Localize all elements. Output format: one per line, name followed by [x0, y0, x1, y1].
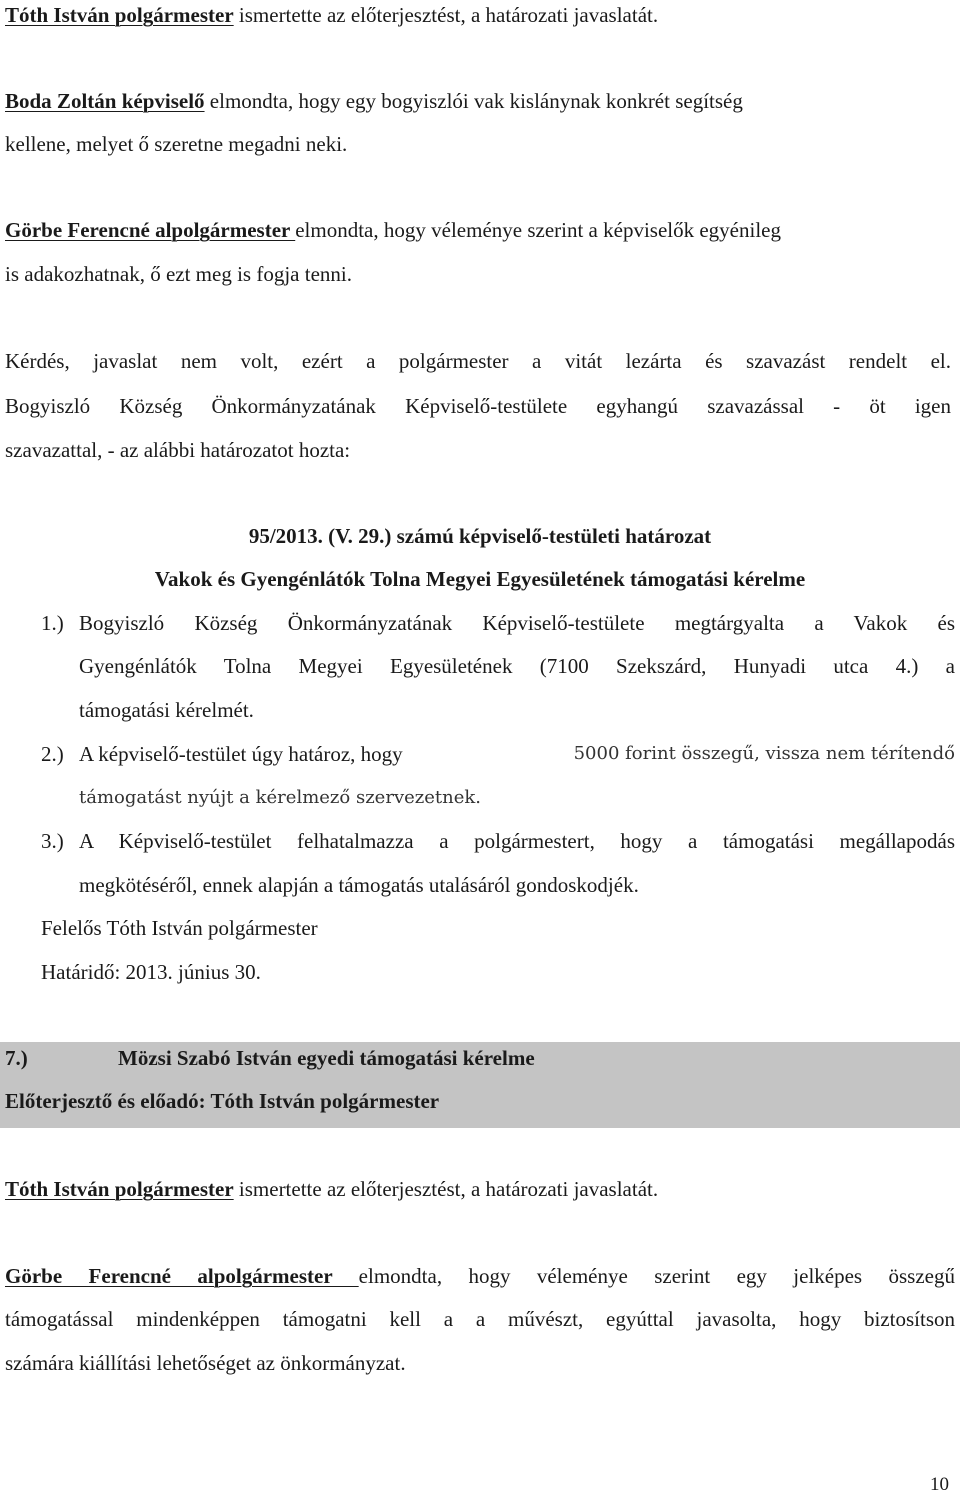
item-3-line-2: megkötéséről, ennek alapján a támogatás utalásáról gondoskodjék. — [79, 873, 639, 897]
paragraph-4-line-2: Bogyiszló Község Önkormányzatának Képviselő-testülete egyhangú szavazással - öt igen — [5, 394, 951, 418]
page-number: 10 — [930, 1474, 949, 1495]
paragraph-text: ismertette az előterjesztést, a határozati javaslatát. — [233, 1177, 659, 1201]
paragraph-6-line-1 — [5, 1263, 955, 1289]
paragraph-text: ismertette az előterjesztést, a határozati javaslatát. — [233, 3, 659, 27]
paragraph-4-line-3: szavazattal, - az alábbi határozatot hozta: — [5, 438, 351, 462]
paragraph-2-line-1 — [5, 88, 743, 114]
paragraph-4-line-1: Kérdés, javaslat nem volt, ezért a polgármester a vitát lezárta és szavazást rendelt el. — [5, 349, 951, 373]
speaker-name: Tóth István polgármester — [5, 1177, 234, 1201]
deadline: Határidő: 2013. június 30. — [41, 960, 261, 984]
paragraph-text: elmondta, hogy véleménye szerint egy jelképes összegű — [358, 1264, 955, 1288]
resolution-number: 95/2013. (V. 29.) számú képviselő-testületi határozat — [248, 524, 712, 548]
paragraph-3-line-2: is adakozhatnak, ő ezt meg is fogja tenni. — [5, 262, 352, 286]
item-2-number: 2.) — [41, 742, 64, 766]
item-1-number: 1.) — [41, 611, 64, 635]
item-2-line-1 — [79, 741, 955, 767]
item-1-line-3: támogatási kérelmét. — [79, 698, 254, 722]
agenda-number: 7.) — [5, 1046, 28, 1070]
paragraph-5 — [5, 1176, 658, 1202]
agenda-title: Mözsi Szabó István egyedi támogatási kérelme — [118, 1046, 535, 1070]
paragraph-3-line-1 — [5, 217, 781, 243]
item-2-text-a: A képviselő-testület úgy határoz, hogy — [79, 742, 408, 766]
paragraph-6-line-3: számára kiállítási lehetőséget az önkormányzat. — [5, 1351, 406, 1375]
item-3-line-1: A Képviselő-testület felhatalmazza a polgármestert, hogy a támogatási megállapodás — [79, 829, 955, 853]
speaker-name: Görbe Ferencné alpolgármester — [5, 1264, 359, 1288]
speaker-name: Tóth István polgármester — [5, 3, 234, 27]
speaker-name: Boda Zoltán képviselő — [5, 89, 205, 113]
paragraph-text: elmondta, hogy véleménye szerint a képviselők egyénileg — [295, 218, 781, 242]
speaker-name: Görbe Ferencné alpolgármester — [5, 218, 296, 242]
paragraph-6-line-2: támogatással mindenképpen támogatni kell a a művészt, egyúttal javasolta, hogy biztosítson — [5, 1307, 955, 1331]
item-2-text-b: 5000 forint összegű, vissza nem térítendő — [573, 743, 955, 764]
agenda-presenter: Előterjesztő és előadó: Tóth István polgármester — [5, 1089, 440, 1113]
item-1-line-2: Gyengénlátók Tolna Megyei Egyesületének (7100 Szekszárd, Hunyadi utca 4.) a — [79, 654, 955, 678]
paragraph-2-line-2: kellene, melyet ő szeretne megadni neki. — [5, 132, 348, 156]
item-2-line-2: támogatást nyújt a kérelmező szervezetnek. — [79, 787, 482, 808]
responsible: Felelős Tóth István polgármester — [41, 916, 318, 940]
resolution-subject: Vakok és Gyengénlátók Tolna Megyei Egyesületének támogatási kérelme — [154, 567, 806, 591]
item-3-number: 3.) — [41, 829, 64, 853]
item-1-line-1: Bogyiszló Község Önkormányzatának Képviselő-testülete megtárgyalta a Vakok és — [79, 611, 955, 635]
paragraph-text: elmondta, hogy egy bogyiszlói vak kislánynak konkrét segítség — [204, 89, 743, 113]
paragraph-1 — [5, 2, 658, 28]
